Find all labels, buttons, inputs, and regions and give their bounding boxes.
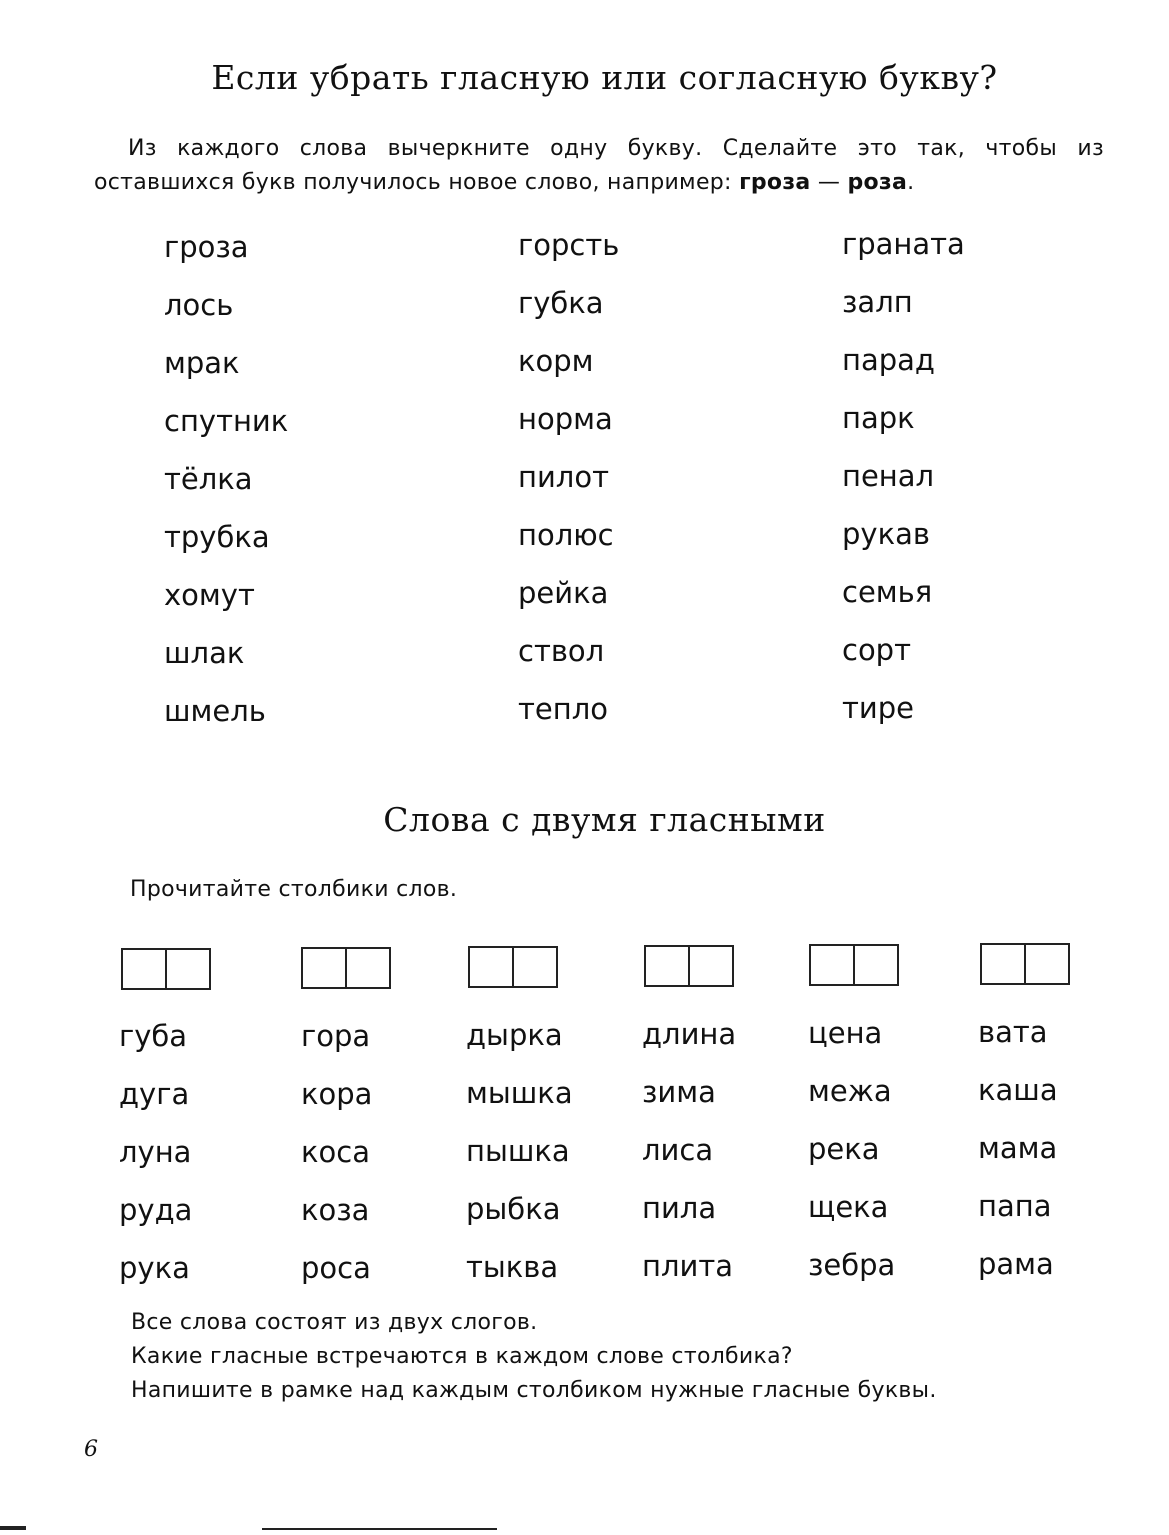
word-item: полюс bbox=[518, 518, 614, 552]
vowel-word-column-4 bbox=[642, 1005, 736, 1295]
word-item: корм bbox=[518, 344, 594, 378]
word-item: межа bbox=[808, 1074, 892, 1108]
word-item: тире bbox=[842, 691, 914, 725]
word-item: рама bbox=[978, 1247, 1054, 1281]
bottom-rule bbox=[262, 1528, 497, 1530]
section2-footer bbox=[131, 1306, 937, 1408]
word-item: ствол bbox=[518, 634, 605, 668]
footer-line: Все слова состоят из двух слогов. bbox=[131, 1310, 538, 1335]
word-item: рука bbox=[119, 1251, 190, 1285]
word-item: длина bbox=[642, 1017, 737, 1051]
word-item: тепло bbox=[518, 692, 608, 726]
word-column-1 bbox=[164, 218, 288, 740]
word-item: коза bbox=[301, 1193, 370, 1227]
word-item: спутник bbox=[164, 404, 289, 438]
vowel-answer-box[interactable] bbox=[301, 947, 391, 989]
word-item: рыбка bbox=[466, 1192, 561, 1226]
example-word-2: роза bbox=[847, 170, 908, 195]
word-item: щека bbox=[808, 1190, 889, 1224]
word-item: пенал bbox=[842, 459, 935, 493]
vowel-answer-box[interactable] bbox=[809, 944, 899, 986]
word-item: тёлка bbox=[164, 462, 253, 496]
word-item: зебра bbox=[808, 1248, 896, 1282]
word-item: шлак bbox=[164, 636, 245, 670]
edge-mark bbox=[0, 1526, 26, 1530]
word-item: рукав bbox=[842, 517, 930, 551]
word-item: мама bbox=[978, 1131, 1058, 1165]
footer-line: Какие гласные встречаются в каждом слове столбика? bbox=[131, 1344, 793, 1369]
vowel-answer-box[interactable] bbox=[121, 948, 211, 990]
word-item: парк bbox=[842, 401, 915, 435]
word-item: вата bbox=[978, 1015, 1048, 1049]
word-item: мышка bbox=[466, 1076, 573, 1110]
word-item: каша bbox=[978, 1073, 1058, 1107]
section2-instruction: Прочитайте столбики слов. bbox=[130, 877, 458, 902]
word-item: руда bbox=[119, 1193, 193, 1227]
example-word-1: гроза bbox=[739, 170, 811, 195]
word-item: дуга bbox=[119, 1077, 190, 1111]
word-item: лось bbox=[164, 288, 234, 322]
word-column-2 bbox=[518, 216, 619, 738]
word-item: папа bbox=[978, 1189, 1052, 1223]
page-number: 6 bbox=[84, 1437, 98, 1462]
word-item: луна bbox=[119, 1135, 192, 1169]
word-item: пилот bbox=[518, 460, 609, 494]
word-item: семья bbox=[842, 575, 933, 609]
word-column-3 bbox=[842, 215, 965, 737]
vowel-word-column-3 bbox=[466, 1006, 573, 1296]
word-item: трубка bbox=[164, 520, 270, 554]
word-item: залп bbox=[842, 285, 913, 319]
word-item: сорт bbox=[842, 633, 911, 667]
word-item: кора bbox=[301, 1077, 373, 1111]
word-item: коса bbox=[301, 1135, 370, 1169]
word-item: гора bbox=[301, 1019, 371, 1053]
word-item: дырка bbox=[466, 1018, 563, 1052]
section2-title: Слова с двумя гласными bbox=[383, 800, 826, 839]
word-item: зима bbox=[642, 1075, 716, 1109]
word-item: хомут bbox=[164, 578, 255, 612]
word-item: плита bbox=[642, 1249, 734, 1283]
footer-line: Напишите в рамке над каждым столбиком нужные гласные буквы. bbox=[131, 1378, 937, 1403]
word-item: река bbox=[808, 1132, 880, 1166]
vowel-word-column-2 bbox=[301, 1007, 372, 1297]
word-item: граната bbox=[842, 227, 965, 261]
vowel-word-column-1 bbox=[119, 1007, 192, 1297]
word-item: цена bbox=[808, 1016, 883, 1050]
vowel-word-column-6 bbox=[978, 1003, 1058, 1293]
vowel-answer-box[interactable] bbox=[980, 943, 1070, 985]
word-item: тыква bbox=[466, 1250, 559, 1284]
section1-title: Если убрать гласную или согласную букву? bbox=[211, 58, 998, 97]
vowel-word-column-5 bbox=[808, 1004, 895, 1294]
word-item: парад bbox=[842, 343, 935, 377]
word-item: норма bbox=[518, 402, 613, 436]
word-item: шмель bbox=[164, 694, 266, 728]
word-item: мрак bbox=[164, 346, 240, 380]
word-item: пила bbox=[642, 1191, 717, 1225]
word-item: пышка bbox=[466, 1134, 570, 1168]
word-item: гроза bbox=[164, 230, 249, 264]
section1-instruction: Из каждого слова вычеркните одну букву. Сделайте это так, чтобы из оставшихся букв получилось новое слово, например: гроза — роза. bbox=[94, 136, 1104, 195]
word-item: рейка bbox=[518, 576, 609, 610]
vowel-answer-box[interactable] bbox=[644, 945, 734, 987]
word-item: лиса bbox=[642, 1133, 714, 1167]
word-item: губа bbox=[119, 1019, 188, 1053]
word-item: горсть bbox=[518, 228, 620, 262]
word-item: роса bbox=[301, 1251, 371, 1285]
vowel-answer-box[interactable] bbox=[468, 946, 558, 988]
word-item: губка bbox=[518, 286, 604, 320]
